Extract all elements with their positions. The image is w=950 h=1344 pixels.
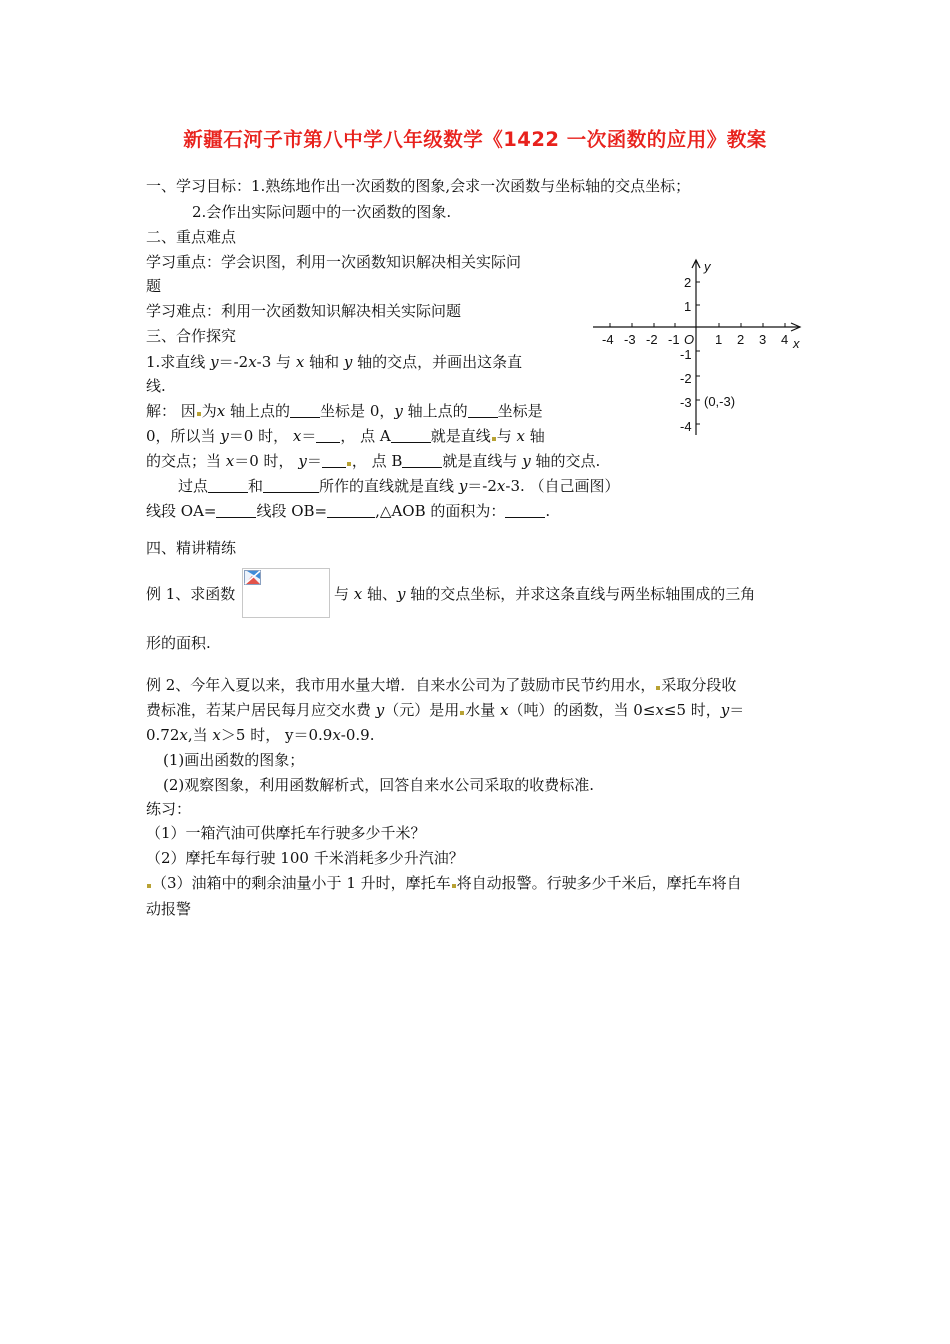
blank[interactable] [402,453,442,468]
practice-q3-line2: 动报警 [146,900,192,918]
question1-line2: 线. [146,377,166,395]
learning-goals-line [146,176,690,196]
x-tick-label: 3 [759,332,767,347]
x-tick-label: -4 [602,332,614,347]
text: 将自动报警。行驶多少千米后，摩托车将自 [456,874,742,892]
var: x [516,427,526,445]
var: y [210,353,219,371]
text: 与 [496,427,517,445]
text: 线段 OB= [256,502,328,520]
blank[interactable] [322,453,346,468]
text: ≤5 时， [663,701,721,719]
text: （3）油箱中的剩余油量小于 1 升时，摩托车 [152,874,451,892]
text: ,当 [187,726,213,744]
practice-q3 [146,873,742,893]
section4-label: 四、精讲精练 [146,539,237,557]
section1-label: 一、学习目标： [146,177,252,195]
x-tick-label: 1 [715,332,723,347]
text: ＞5 时， y＝0.9 [220,726,333,744]
text: -0.9. [340,726,375,744]
blank[interactable] [505,503,545,518]
blank[interactable] [279,478,319,493]
x-tick-label: -2 [646,332,658,347]
text: 就是直线 [430,427,491,445]
solution-line4 [178,476,620,496]
text: ＝-2 [467,477,497,495]
practice-q1: （1）一箱汽油可供摩托车行驶多少千米？ [146,824,426,842]
blank[interactable] [316,428,340,443]
goal-2: 2.会作出实际问题中的一次函数的图象. [192,203,452,221]
text: . [545,502,551,520]
format-mark [656,686,660,690]
var: x [353,585,363,603]
var: x [179,726,188,744]
section2-label: 二、重点难点 [146,228,237,246]
example1-line1-rest [334,584,755,604]
var: x [655,701,664,719]
var: y [397,585,406,603]
practice-label: 练习： [146,800,192,818]
var: x [500,701,509,719]
var: y [458,477,468,495]
x-tick-label: 2 [737,332,745,347]
text: 费标准，若某户居民每月应交水费 [146,701,376,719]
text: 线段 OA= [146,502,217,520]
x-tick-label: -3 [624,332,636,347]
text: -3 与 [256,353,296,371]
text: 和 [248,477,264,495]
text: 轴的交点坐标，并求这条直线与两坐标轴围成的三角 [405,585,756,603]
var: x [216,402,226,420]
text: 轴、 [362,585,398,603]
example2-line3 [146,725,374,745]
var: y [220,427,229,445]
text: ＝-2 [218,353,249,371]
key-point-line2: 题 [146,277,162,295]
blank[interactable] [208,478,248,493]
example2-line1 [146,675,736,695]
text: 坐标是 0， [320,402,395,420]
solution-line2 [146,426,545,446]
blank[interactable] [263,478,279,493]
example2-line2 [146,700,744,720]
y-tick-label: 2 [684,275,692,290]
y-tick-label: -2 [680,371,692,386]
text: 水量 [465,701,501,719]
blank[interactable] [216,503,256,518]
var: x [212,726,221,744]
y-axis-label: y [704,259,711,274]
y-tick-label: -4 [680,419,692,434]
practice-q2: （2）摩托车每行驶 100 千米消耗多少升汽油？ [146,849,464,867]
blank[interactable] [327,503,375,518]
format-mark [347,462,351,466]
format-mark [492,437,496,441]
var: y [394,402,403,420]
text: ， 点 B [351,452,403,470]
var: y [343,353,353,371]
solution-line3 [146,451,600,471]
example2-question2: (2)观察图象，利用函数解析式，回答自来水公司采取的收费标准. [163,776,595,794]
y-tick-label: -3 [680,395,692,410]
text: 采取分段收 [661,676,737,694]
text: 的交点；当 [146,452,226,470]
text: 例 1、求函数 [146,585,236,603]
origin-label: O [684,332,695,347]
text: 坐标是 [497,402,543,420]
formula-image-placeholder [242,568,330,618]
key-point-line1: 学习重点：学会识图，利用一次函数知识解决相关实际问 [146,253,522,271]
var: x [292,427,302,445]
goal-1: 1.熟练地作出一次函数的图象,会求一次函数与坐标轴的交点坐标； [251,177,691,195]
var: y [298,452,307,470]
x-tick-label: 4 [781,332,789,347]
text: -3. （自己画图） [505,477,620,495]
x-axis-label: x [793,336,800,351]
text: 轴上点的 [402,402,468,420]
question1-line1 [146,352,522,372]
text: 0，所以当 [146,427,221,445]
section3-label: 三、合作探究 [146,327,237,345]
text: 为 [201,402,217,420]
text: ， 点 A [340,427,391,445]
text: 0.72 [146,726,180,744]
text: 例 2、今年入夏以来，我市用水量大增．自来水公司为了鼓励市民节约用水， [146,676,656,694]
solution-line1 [146,401,543,421]
text: 1.求直线 [146,353,211,371]
var: y [375,701,385,719]
text: （元）是用 [384,701,460,719]
text: 所作的直线就是直线 [319,477,459,495]
var: x [225,452,235,470]
difficulty-line: 学习难点：利用一次函数知识解决相关实际问题 [146,302,462,320]
text: ＝0 时， [228,427,293,445]
coordinate-graph [588,250,808,440]
text: ＝ [729,701,745,719]
text: 与 [334,585,354,603]
var: x [332,726,341,744]
text: ＝ [301,427,317,445]
text: 轴的交点，并画出这条直 [352,353,523,371]
example2-question1: (1)画出函数的图象； [163,751,305,769]
text: 解： 因 [146,402,196,420]
var: x [295,353,305,371]
var: y [720,701,730,719]
format-mark [197,412,201,416]
text: 轴 [525,427,545,445]
text: ＝0 时， [234,452,299,470]
document-title: 新疆石河子市第八中学八年级数学《1422 一次函数的应用》教案 [183,128,767,151]
format-mark [452,884,456,888]
text: 就是直线与 [442,452,523,470]
format-mark [147,884,151,888]
solution-line5 [146,501,550,521]
text: （吨）的函数，当 0≤ [508,701,656,719]
text: 过点 [178,477,209,495]
example1-line1 [146,584,235,604]
text: 轴的交点. [530,452,601,470]
x-tick-label: -1 [668,332,680,347]
text: 轴上点的 [225,402,291,420]
text: 轴和 [304,353,344,371]
text: ＝ [306,452,322,470]
text: ,△AOB 的面积为： [375,502,506,520]
var: y [522,452,531,470]
y-tick-label: 1 [684,299,692,314]
blank[interactable] [391,428,431,443]
var: x [496,477,506,495]
point-label: (0,-3) [704,394,736,409]
y-tick-label: -1 [680,347,692,362]
var: x [248,353,257,371]
broken-image-icon [244,570,262,586]
blank[interactable] [468,403,498,418]
example1-line2: 形的面积. [146,634,211,652]
blank[interactable] [290,403,320,418]
format-mark [460,711,464,715]
